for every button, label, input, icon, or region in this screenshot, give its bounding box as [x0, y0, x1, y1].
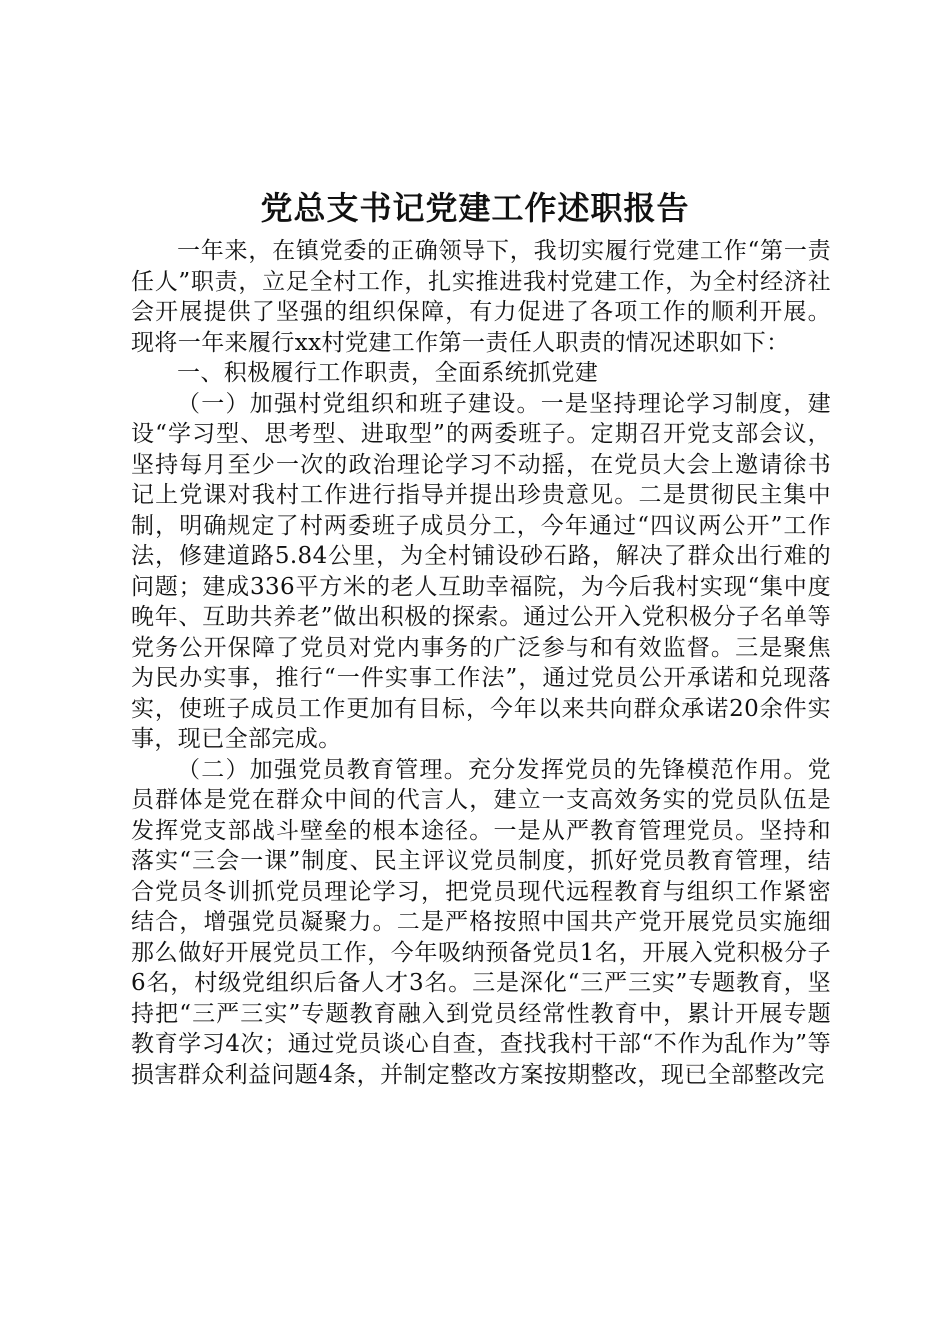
subsection-2-paragraph: （二）加强党员教育管理。充分发挥党员的先锋模范作用。党员群体是党在群众中间的代言人，建立一支高效务实的党员队伍是发挥党支部战斗壁垒的根本途径。一是从严教育管理党员。坚持和落实“三会一课”制度、民主评议党员制度，抓好党员教育管理，结合党员冬训抓党员理论学习，把党员现代远程教育与组织工作紧密结合，增强党员凝聚力。二是严格按照中国共产党开展党员实施细那么做好开展党员工作，今年吸纳预备党员1名，开展入党积极分子6名，村级党组织后备人才3名。三是深化“三严三实”专题教育，坚持把“三严三实”专题教育融入到党员经常性教育中，累计开展专题教育学习4次；通过党员谈心自查，查找我村干部“不作为乱作为”等损害群众利益问题4条，并制定整改方案按期整改，现已全部整改完	[131, 756, 831, 1088]
intro-paragraph: 一年来，在镇党委的正确领导下，我切实履行党建工作“第一责任人”职责，立足全村工作，扎实推进我村党建工作，为全村经济社会开展提供了坚强的组织保障，有力促进了各项工作的顺利开展。现将一年来履行xx村党建工作第一责任人职责的情况述职如下：	[131, 238, 831, 356]
document-title: 党总支书记党建工作述职报告	[260, 189, 690, 227]
section-heading-1: 一、积极履行工作职责，全面系统抓党建	[177, 360, 599, 386]
subsection-1-paragraph: （一）加强村党组织和班子建设。一是坚持理论学习制度，建设“学习型、思考型、进取型”的两委班子。定期召开党支部会议，坚持每月至少一次的政治理论学习不动摇，在党员大会上邀请徐书记上党课对我村工作进行指导并提出珍贵意见。二是贯彻民主集中制，明确规定了村两委班子成员分工，今年通过“四议两公开”工作法，修建道路5.84公里，为全村铺设砂石路，解决了群众出行难的问题；建成336平方米的老人互助幸福院，为今后我村实现“集中度晚年、互助共养老”做出积极的探索。通过公开入党积极分子名单等党务公开保障了党员对党内事务的广泛参与和有效监督。三是聚焦为民办实事，推行“一件实事工作法”，通过党员公开承诺和兑现落实，使班子成员工作更加有目标，今年以来共向群众承诺20余件实事，现已全部完成。	[131, 390, 831, 752]
document-body	[131, 236, 831, 1090]
